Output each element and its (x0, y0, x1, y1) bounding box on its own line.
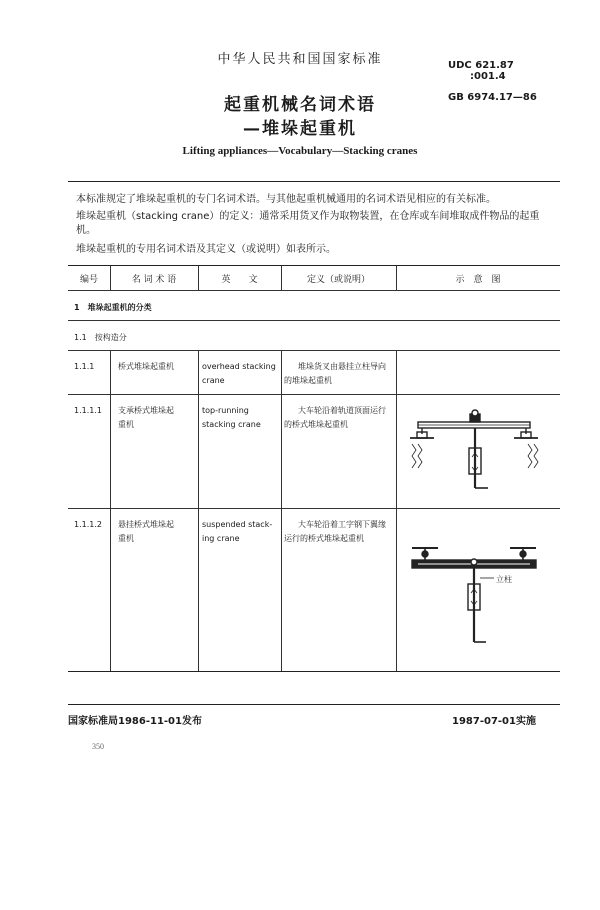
row-term: 桥式堆垛起重机 (118, 362, 174, 371)
section-rule (68, 320, 560, 321)
col-divider (281, 350, 282, 671)
section-1-1-heading: 1.1 按构造分 (74, 333, 127, 342)
row-english-1: overhead stacking (202, 362, 276, 371)
row-english-2: stacking crane (202, 420, 261, 429)
header-number: 编号 (79, 275, 98, 285)
page-number: 350 (92, 742, 104, 751)
header-row-rule (68, 290, 560, 291)
col-divider (396, 350, 397, 671)
header-term: 名 词 术 语 (131, 275, 177, 285)
row-term-1: 悬挂桥式堆垛起 (118, 520, 174, 529)
row-definition-1: 大车轮沿着工字钢下翼缘 (298, 520, 386, 529)
col-divider (198, 350, 199, 671)
row-english-1: suspended stack- (202, 520, 273, 529)
footer-rule (68, 704, 560, 705)
title-english: Lifting appliances—Vocabulary—Stacking cranes (182, 145, 418, 157)
row-term-1: 支承桥式堆垛起 (118, 406, 174, 415)
row-rule (68, 394, 560, 395)
col-divider (110, 350, 111, 671)
udc-code (448, 60, 514, 82)
header-english: 英 文 (221, 275, 258, 285)
row-definition-1: 堆垛货叉由悬挂立柱导向 (298, 362, 386, 371)
row-rule (68, 508, 560, 509)
intro-paragraph-1: 本标准规定了堆垛起重机的专门名词术语。与其他起重机械通用的名词术语见相应的有关标准。 (76, 194, 496, 205)
row-term-2: 重机 (118, 420, 134, 429)
udc-line-2: :001.4 (470, 71, 506, 82)
header-rule (68, 181, 560, 182)
row-english-2: ing crane (202, 534, 240, 543)
row-definition-1: 大车轮沿着轨道顶面运行 (298, 406, 386, 415)
suspended-crane-diagram (404, 542, 554, 657)
intro-paragraph-3: 堆垛起重机的专用名词术语及其定义（或说明）如表所示。 (76, 244, 336, 255)
title-sub: —堆垛起重机 (243, 119, 357, 139)
section-rule (68, 350, 560, 351)
row-definition-2: 的桥式堆垛起重机 (284, 420, 348, 429)
row-definition-2: 运行的桥式堆垛起重机 (284, 534, 364, 543)
row-english-1: top-running (202, 406, 249, 415)
row-term-2: 重机 (118, 534, 134, 543)
gb-number: GB 6974.17—86 (448, 92, 537, 103)
row-number: 1.1.1.2 (74, 520, 102, 529)
row-english-2: crane (202, 376, 225, 385)
issued-date: 国家标准局1986-11-01发布 (68, 716, 202, 727)
row-number: 1.1.1.1 (74, 406, 102, 415)
header-diagram: 示 意 图 (455, 275, 501, 285)
udc-line-1: UDC 621.87 (448, 60, 514, 71)
intro-paragraph-2: 堆垛起重机（stacking crane）的定义：通常采用货叉作为取物装置，在仓库或车间堆取成件物品的起重机。 (76, 211, 540, 236)
effective-date: 1987-07-01实施 (452, 716, 536, 727)
terms-table (68, 265, 560, 672)
row-definition-2: 的堆垛起重机 (284, 376, 332, 385)
national-standard-label: 中华人民共和国国家标准 (217, 52, 383, 67)
section-1-heading: 1 堆垛起重机的分类 (74, 303, 152, 312)
column-label: 立柱 (496, 575, 512, 584)
header-definition: 定义（或说明） (306, 275, 370, 285)
row-number: 1.1.1 (74, 362, 95, 371)
top-running-crane-diagram (404, 408, 544, 500)
title-main: 起重机械名词术语 (224, 95, 376, 115)
